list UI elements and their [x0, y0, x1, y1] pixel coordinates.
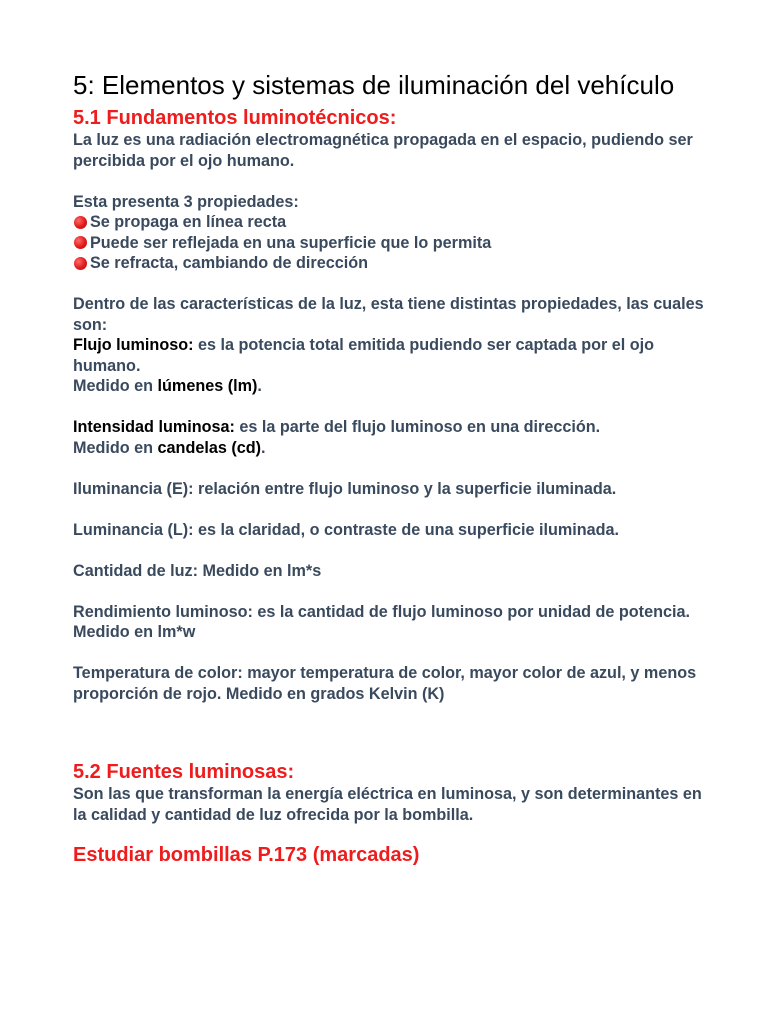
- properties-intro: Esta presenta 3 propiedades:: [73, 192, 299, 211]
- document-content: [73, 70, 713, 867]
- fuentes-paragraph: Son las que transforman la energía eléctrica en luminosa, y son determinantes en la calidad y cantidad de luz ofrecida por la bombilla.: [73, 785, 702, 824]
- intensidad-measured-label: Medido en: [73, 438, 158, 457]
- flujo-measured-label: Medido en: [73, 377, 158, 395]
- rendimiento-definition: Rendimiento luminoso: es la cantidad de flujo luminoso por unidad de potencia. Medido en lm*w: [73, 602, 690, 641]
- intensidad-measure: [73, 438, 713, 459]
- flujo-measure: [73, 376, 713, 397]
- flujo-definition: [73, 335, 713, 376]
- luminancia-definition: Luminancia (L): es la claridad, o contraste de una superficie iluminada.: [73, 520, 620, 539]
- intensidad-definition: [73, 417, 713, 438]
- bullet-text: Se propaga en línea recta: [90, 213, 287, 231]
- cantidad-definition: Cantidad de luz: Medido en lm*s: [73, 561, 322, 580]
- flujo-unit: lúmenes (lm): [157, 377, 258, 395]
- flujo-end: .: [257, 377, 262, 395]
- intensidad-term: Intensidad luminosa:: [73, 418, 235, 436]
- bullet-item: [73, 233, 713, 254]
- flujo-description: es la potencia total emitida pudiendo ser captada por el ojo humano.: [73, 336, 655, 375]
- red-circle-icon: [74, 236, 87, 249]
- bullet-text: Puede ser reflejada en una superficie que lo permita: [90, 233, 492, 252]
- temperatura-definition: Temperatura de color: mayor temperatura de color, mayor color de azul, y menos proporción de rojo. Medido en grados Kelvin (K): [73, 664, 697, 703]
- bullet-item: [73, 253, 713, 274]
- bullet-item: [73, 212, 713, 233]
- section-heading-fundamentos: 5.1 Fundamentos luminotécnicos:: [73, 107, 397, 129]
- characteristics-intro: Dentro de las características de la luz, esta tiene distintas propiedades, las cuales son:: [73, 295, 704, 334]
- red-circle-icon: [74, 216, 87, 229]
- study-note: Estudiar bombillas P.173 (marcadas): [73, 844, 420, 866]
- intensidad-end: .: [261, 438, 266, 457]
- intensidad-description: es la parte del flujo luminoso en una dirección.: [234, 418, 601, 436]
- bullet-text: Se refracta, cambiando de dirección: [90, 254, 368, 272]
- flujo-term: Flujo luminoso:: [73, 336, 194, 354]
- red-circle-icon: [74, 257, 87, 270]
- section-heading-fuentes: 5.2 Fuentes luminosas:: [73, 761, 295, 783]
- intro-paragraph: La luz es una radiación electromagnética propagada en el espacio, pudiendo ser percibida por el ojo humano.: [73, 131, 693, 170]
- iluminancia-definition: Iluminancia (E): relación entre flujo luminoso y la superficie iluminada.: [73, 479, 617, 498]
- page-title: 5: Elementos y sistemas de iluminación del vehículo: [73, 70, 675, 100]
- intensidad-unit: candelas (cd): [157, 438, 262, 457]
